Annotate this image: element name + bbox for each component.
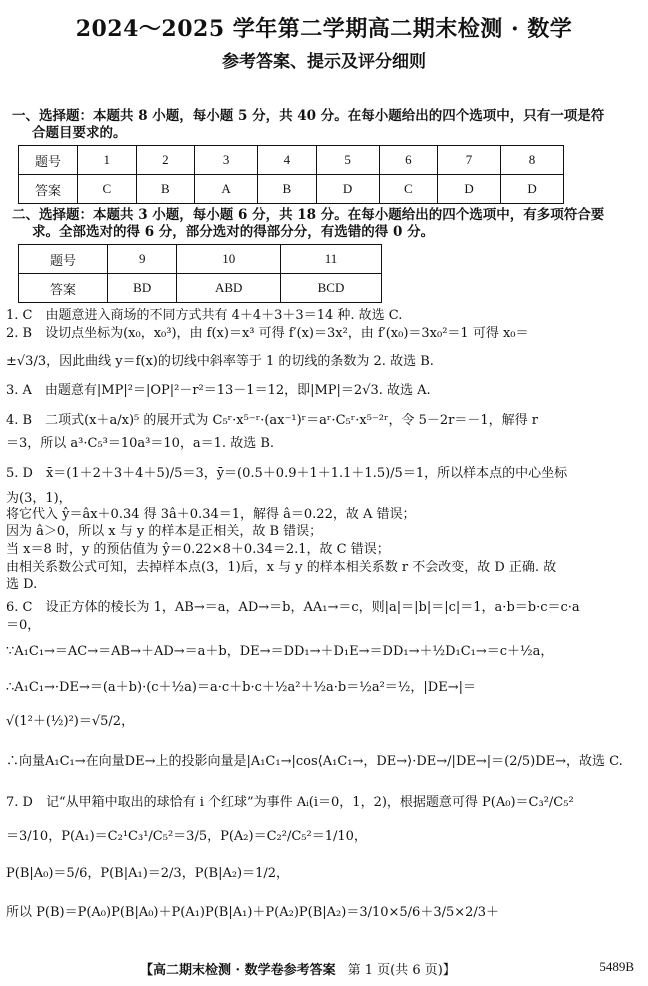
table-cell: BD — [108, 274, 177, 303]
table-row — [19, 175, 564, 204]
table-cell: 11 — [281, 245, 382, 274]
table-cell: 1 — [78, 146, 137, 175]
solution-line: 2. B 设切点坐标为(x₀，x₀³)，由 f(x)＝x³ 可得 f′(x)＝3x²，由 f′(x₀)＝3x₀²＝1 可得 x₀＝ — [6, 326, 529, 341]
page-title: 2024～2025 学年第二学期高二期末检测 · 数学 — [75, 16, 573, 42]
table-header-cell: 答案 — [19, 274, 108, 303]
section2-intro-line2: 求。全部选对的得 6 分，部分选对的得部分分，有选错的得 0 分。 — [32, 224, 435, 240]
solution-line: ∴A₁C₁→·DE→＝(a＋b)·(c＋½a)＝a·c＋b·c＋½a²＋½a·b＝½a²＝½，|DE→|＝ — [6, 680, 476, 695]
solution-line: ∴向量A₁C₁→在向量DE→上的投影向量是|A₁C₁→|cos⟨A₁C₁→，DE→⟩·DE→/|DE→|＝(2/5)DE→，故选 C. — [6, 754, 623, 769]
section1-intro-line1: 一、选择题：本题共 8 小题，每小题 5 分，共 40 分。在每小题给出的四个选项中，只有一项是符 — [12, 108, 605, 124]
section2-intro-line1: 二、选择题：本题共 3 小题，每小题 6 分，共 18 分。在每小题给出的四个选项中，有多项符合要 — [12, 207, 605, 223]
table-cell: 4 — [258, 146, 317, 175]
table-cell: 6 — [379, 146, 438, 175]
solution-line: 4. B 二项式(x＋a/x)⁵ 的展开式为 C₅ʳ·x⁵⁻ʳ·(ax⁻¹)ʳ＝aʳ·C₅ʳ·x⁵⁻²ʳ，令 5－2r＝－1，解得 r — [6, 413, 539, 428]
table-header-cell: 题号 — [19, 245, 108, 274]
solution-line: 为(3，1)， — [6, 491, 72, 506]
table-cell: 5 — [316, 146, 379, 175]
footer-page-number: 第 1 页(共 6 页)】 — [347, 963, 456, 978]
table-cell: D — [316, 175, 379, 204]
table-cell: B — [258, 175, 317, 204]
solution-line: ＝0， — [6, 618, 41, 633]
solution-line: 选 D. — [6, 577, 38, 592]
section1-intro-line2: 合题目要求的。 — [32, 125, 127, 141]
table-cell: C — [379, 175, 438, 204]
solution-line: ±√3/3，因此曲线 y＝f(x)的切线中斜率等于 1 的切线的条数为 2. 故选 B. — [6, 354, 434, 369]
table-cell: 2 — [136, 146, 195, 175]
solution-line: 由相关系数公式可知，去掉样本点(3，1)后，x 与 y 的样本相关系数 r 不会改变，故 D 正确. 故 — [6, 560, 557, 575]
table-cell: C — [78, 175, 137, 204]
table-cell: 10 — [177, 245, 281, 274]
solution-line: ＝3/10，P(A₁)＝C₂¹C₃¹/C₅²＝3/5，P(A₂)＝C₂²/C₅²＝1/10， — [6, 829, 367, 844]
solution-line: 3. A 由题意有|MP|²＝|OP|²－r²＝13－1＝12，即|MP|＝2√3. 故选 A. — [6, 383, 431, 398]
solution-line: 6. C 设正方体的棱长为 1，AB→＝a，AD→＝b，AA₁→＝c，则|a|＝|b|＝|c|＝1，a·b＝b·c＝c·a — [6, 600, 580, 615]
solution-line: 1. C 由题意进入商场的不同方式共有 4＋4＋3＋3＝14 种. 故选 C. — [6, 308, 403, 323]
table-header-cell: 题号 — [19, 146, 78, 175]
table-cell: BCD — [281, 274, 382, 303]
table-cell: B — [136, 175, 195, 204]
page-subtitle: 参考答案、提示及评分细则 — [222, 52, 426, 72]
table-cell: ABD — [177, 274, 281, 303]
footer-code: 5489B — [599, 959, 634, 974]
solution-line: 所以 P(B)＝P(A₀)P(B|A₀)＋P(A₁)P(B|A₁)＋P(A₂)P(B|A₂)＝3/10×5/6＋3/5×2/3＋ — [6, 905, 500, 920]
section2-intro — [12, 207, 640, 241]
solution-line: ∵A₁C₁→＝AC→＝AB→＋AD→＝a＋b，DE→＝DD₁→＋D₁E→＝DD₁→＋½D₁C₁→＝c＋½a， — [6, 644, 554, 659]
page-footer — [140, 959, 456, 978]
table-cell: D — [501, 175, 564, 204]
table-row — [19, 274, 382, 303]
table-row — [19, 146, 564, 175]
solution-line: 7. D 记“从甲箱中取出的球恰有 i 个红球”为事件 Aᵢ(i＝0，1，2)，根据题意可得 P(A₀)＝C₃²/C₅² — [6, 795, 574, 810]
section1-intro — [12, 108, 640, 142]
table-cell: 7 — [438, 146, 501, 175]
section1-answer-table — [18, 145, 564, 204]
footer-label: 【高二期末检测 · 数学卷参考答案 — [140, 963, 336, 978]
section2-answer-table — [18, 244, 382, 303]
table-cell: 3 — [195, 146, 258, 175]
table-cell: A — [195, 175, 258, 204]
solution-line: 5. D x̄＝(1＋2＋3＋4＋5)/5＝3，ȳ＝(0.5＋0.9＋1＋1.1＋1.5)/5＝1，所以样本点的中心坐标 — [6, 466, 568, 481]
table-cell: 8 — [501, 146, 564, 175]
solution-line: 当 x＝8 时，y 的预估值为 ŷ＝0.22×8＋0.34＝2.1，故 C 错误； — [6, 542, 390, 557]
solution-line: √(1²＋(½)²)＝√5/2， — [6, 714, 135, 729]
table-cell: 9 — [108, 245, 177, 274]
solution-line: ＝3，所以 a³·C₅³＝10a³＝10，a＝1. 故选 B. — [6, 436, 275, 451]
solution-line: 将它代入 ŷ＝âx＋0.34 得 3â＋0.34＝1，解得 â＝0.22，故 A 错误； — [6, 507, 416, 522]
table-cell: D — [438, 175, 501, 204]
solution-line: 因为 â＞0，所以 x 与 y 的样本是正相关，故 B 错误； — [6, 524, 323, 539]
solution-line: P(B|A₀)＝5/6，P(B|A₁)＝2/3，P(B|A₂)＝1/2， — [6, 866, 290, 881]
table-header-cell: 答案 — [19, 175, 78, 204]
table-row — [19, 245, 382, 274]
